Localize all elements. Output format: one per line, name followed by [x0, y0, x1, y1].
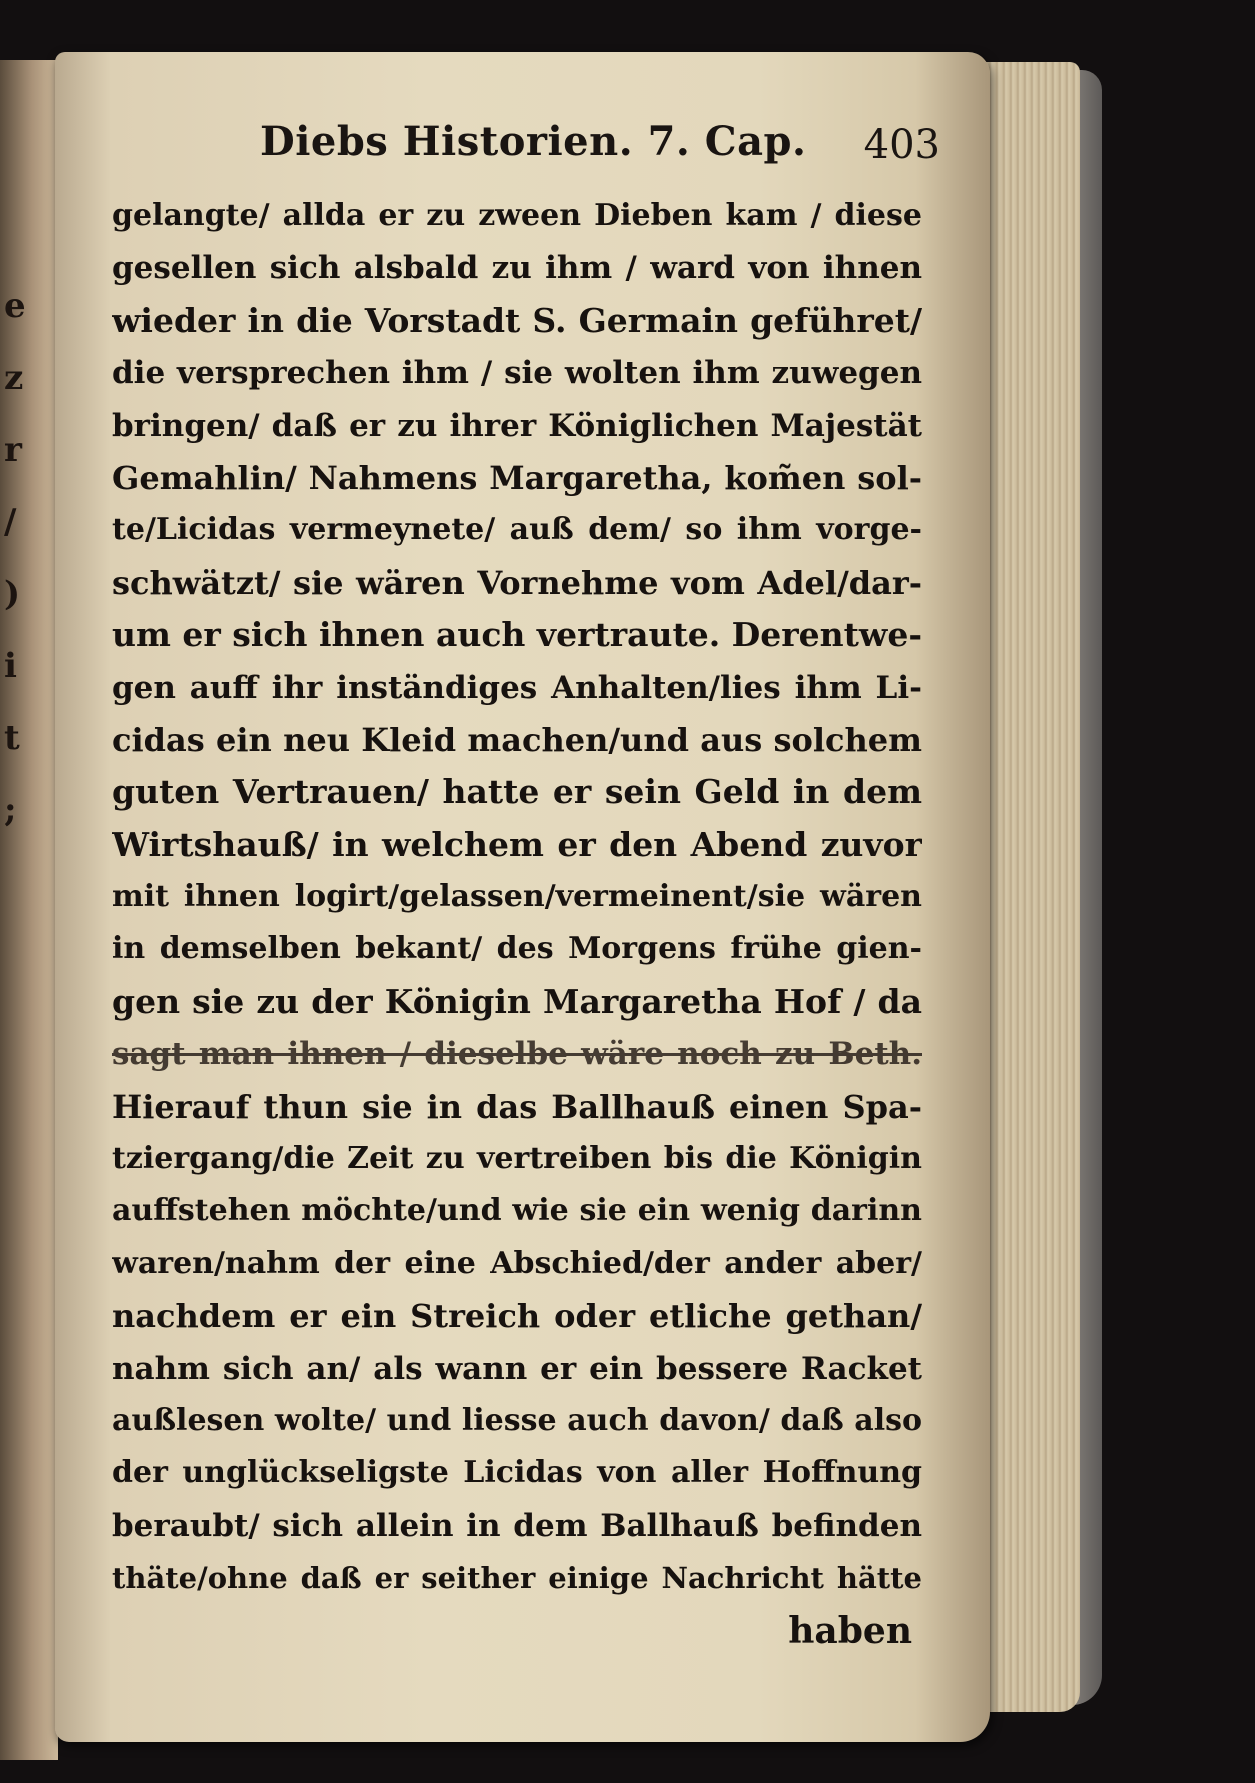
text-line: bringen/ daß er zu ihrer Königlichen Majestät — [112, 407, 922, 444]
text-line: te/Licidas vermeynete/ auß dem/ so ihm vorge- — [112, 512, 922, 548]
fragment: ) — [4, 574, 21, 614]
text-line: in demselben bekant/ des Morgens frühe gien- — [112, 931, 922, 967]
text-line: gen auff ihr inständiges Anhalten/lies ihm Li- — [112, 669, 922, 706]
page-number: 403 — [863, 122, 940, 168]
fragment: z — [4, 358, 24, 398]
catchword: haben — [788, 1609, 912, 1652]
text-line: gelangte/ allda er zu zween Dieben kam / diese — [112, 198, 922, 233]
text-line: nachdem er ein Streich oder etliche gethan/ — [112, 1297, 922, 1336]
text-line: außlesen wolte/ und liesse auch davon/ daß also — [112, 1402, 922, 1438]
text-line-fold: sagt man ihnen / dieselbe wäre noch zu Beth. — [112, 1036, 922, 1073]
text-line: um er sich ihnen auch vertraute. Derentwe- — [112, 615, 922, 655]
fragment: t — [4, 718, 20, 758]
facing-page-fragments — [4, 270, 44, 846]
text-line: wieder in die Vorstadt S. Germain geführet/ — [112, 300, 922, 340]
text-line: guten Vertrauen/ hatte er sein Geld in dem — [112, 772, 922, 812]
text-line: Hierauf thun sie in das Ballhauß einen Spa- — [112, 1087, 922, 1126]
text-line: thäte/ohne daß er seither einige Nachricht hätte — [112, 1561, 922, 1596]
text-line: beraubt/ sich allein in dem Ballhauß befinden — [112, 1507, 922, 1544]
text-line: waren/nahm der eine Abschied/der ander aber/ — [112, 1245, 922, 1281]
text-line: nahm sich an/ als wann er ein bessere Racket — [112, 1350, 922, 1387]
page-header — [260, 118, 940, 188]
text-line: Wirtshauß/ in welchem er den Abend zuvor — [112, 824, 922, 864]
fragment: r — [4, 430, 22, 470]
body-text — [112, 190, 922, 1657]
text-line: Gemahlin/ Nahmens Margaretha, kom̃en sol- — [112, 458, 922, 497]
page-stack-edges — [985, 62, 1080, 1712]
fragment: / — [4, 502, 17, 542]
text-line: der unglückseligste Licidas von aller Hoffnung — [112, 1455, 922, 1491]
facing-page-edge — [0, 60, 58, 1760]
text-line: gesellen sich alsbald zu ihm / ward von ihnen — [112, 250, 922, 287]
text-line: cidas ein neu Kleid machen/und aus solchem — [112, 720, 922, 759]
text-line: die versprechen ihm / sie wolten ihm zuwegen — [112, 355, 922, 392]
fragment: ; — [4, 790, 17, 830]
text-line: mit ihnen logirt/gelassen/vermeinent/sie wären — [112, 879, 922, 915]
text-line: schwätzt/ sie wären Vornehme vom Adel/dar- — [112, 563, 922, 602]
fragment: e — [4, 286, 26, 326]
text-line: auffstehen möchte/und wie sie ein wenig darinn — [112, 1193, 922, 1229]
fragment: i — [4, 646, 17, 686]
text-line: tziergang/die Zeit zu vertreiben bis die Königin — [112, 1141, 922, 1177]
running-head: Diebs Historien. 7. Cap. — [260, 118, 807, 165]
text-line: gen sie zu der Königin Margaretha Hof / da — [112, 981, 922, 1021]
